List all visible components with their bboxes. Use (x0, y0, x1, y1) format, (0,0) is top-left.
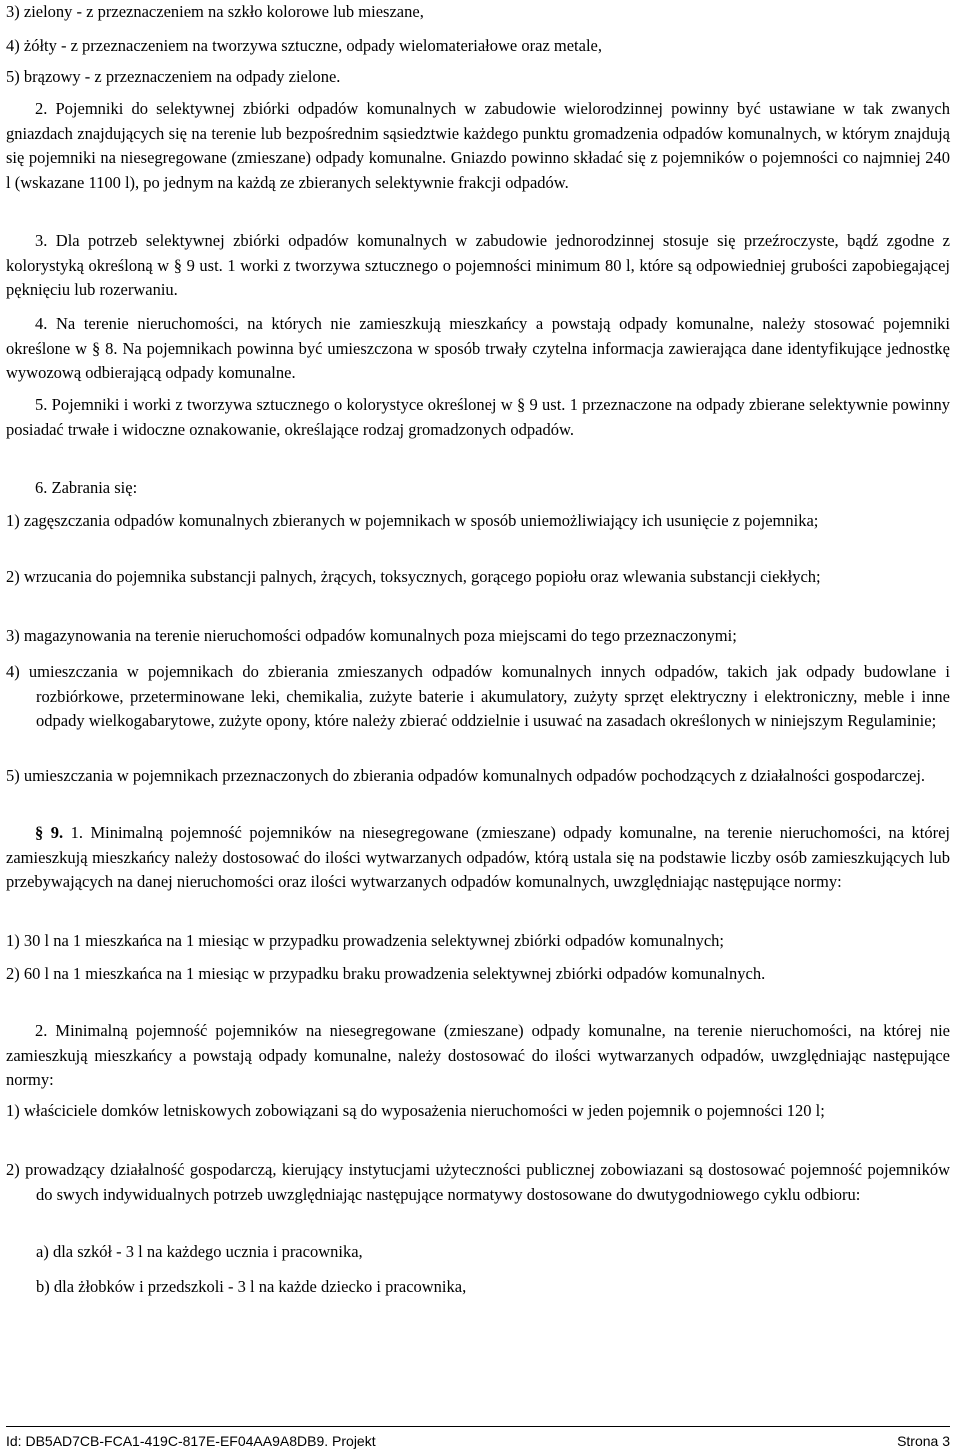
list-item: 1) właściciele domków letniskowych zobowiązani są do wyposażenia nieruchomości w jeden pojemnik o pojemności 120 l; (6, 1101, 825, 1120)
list-item: 1) zagęszczania odpadów komunalnych zbieranych w pojemnikach w sposób uniemożliwiający ich usunięcie z pojemnika; (6, 511, 819, 530)
page-number: Strona 3 (897, 1433, 950, 1449)
section-9-paragraph-2: 2. Minimalną pojemność pojemników na niesegregowane (zmieszane) odpady komunalne, na terenie nieruchomości, na której nie zamieszkują mieszkańcy a powstają odpady komunalne, należy dostosować do ilości wytwarzanych odpadów, uwzględniając następujące normy: (6, 1021, 950, 1089)
list-item: 2) wrzucania do pojemnika substancji palnych, żrących, toksycznych, gorącego popiołu oraz wlewania substancji ciekłych; (6, 567, 821, 586)
list-item: b) dla żłobków i przedszkoli - 3 l na każde dziecko i pracownika, (36, 1277, 467, 1296)
section-label: § 9. (35, 823, 64, 842)
page-footer (6, 1426, 950, 1451)
section-9-text-1: 1. Minimalną pojemność pojemników na niesegregowane (zmieszane) odpady komunalne, na terenie nieruchomości, na której zamieszkują mieszkańcy należy dostosować do ilości wytwarzanych odpadów, którą ustala się na podstawie liczby osób zamieszkujących lub przebywających na danej nieruchomości oraz ilości wytwarzanych odpadów komunalnych, uwzględniając następujące normy: (6, 823, 950, 891)
list-item: 2) prowadzący działalność gospodarczą, kierujący instytucjami użyteczności publicznej zobowiazani są dostosować pojemność pojemników do swych indywidualnych potrzeb uwzględniając następujące normatywy dostosowane do dwutygodniowego cyklu odbioru: (6, 1160, 950, 1204)
paragraph-5: 5. Pojemniki i worki z tworzywa sztucznego o kolorystyce określonej w § 9 ust. 1 przeznaczone na odpady zbierane selektywnie powinny posiadać trwałe i widoczne oznakowanie, określające rodzaj gromadzonych odpadów. (6, 395, 950, 439)
paragraph-4: 4. Na terenie nieruchomości, na których nie zamieszkują mieszkańcy a powstają odpady komunalne, należy stosować pojemniki określone w § 8. Na pojemnikach powinna być umieszczona w sposób trwały czytelna informacja zawierająca dane identyfikujące jednostkę wywozową odbierającą odpady komunalne. (6, 314, 950, 382)
list-item: 4) umieszczania w pojemnikach do zbierania zmieszanych odpadów komunalnych innych odpadów, takich jak odpady budowlane i rozbiórkowe, przeterminowane leki, chemikalia, zużyte baterie i akumulatory, zużyty sprzęt elektryczny i elektroniczny, meble i inne odpady wielkogabarytowe, zużyte opony, które należy zbierać oddzielnie i usuwać na zasadach określonych w niniejszym Regulaminie; (6, 662, 950, 730)
document-id: Id: DB5AD7CB-FCA1-419C-817E-EF04AA9A8DB9. Projekt (6, 1433, 376, 1449)
list-item: 3) magazynowania na terenie nieruchomości odpadów komunalnych poza miejscami do tego przeznaczonymi; (6, 626, 737, 645)
section-9-paragraph-1 (6, 821, 950, 895)
paragraph-6: 6. Zabrania się: (35, 478, 138, 497)
list-item: 4) żółty - z przeznaczeniem na tworzywa sztuczne, odpady wielomateriałowe oraz metale, (6, 36, 602, 55)
list-item: 1) 30 l na 1 mieszkańca na 1 miesiąc w przypadku prowadzenia selektywnej zbiórki odpadów komunalnych; (6, 931, 724, 950)
list-item: 5) umieszczania w pojemnikach przeznaczonych do zbierania odpadów komunalnych odpadów pochodzących z działalności gospodarczej. (6, 766, 926, 785)
list-item: 5) brązowy - z przeznaczeniem na odpady zielone. (6, 67, 341, 86)
paragraph-3: 3. Dla potrzeb selektywnej zbiórki odpadów komunalnych w zabudowie jednorodzinnej stosuje się przeźroczyste, bądź zgodne z kolorystyką określoną w § 9 ust. 1 worki z tworzywa sztucznego o pojemności minimum 80 l, które są odpowiedniej grubości zapobiegającej pęknięciu lub rozerwaniu. (6, 231, 950, 299)
list-item: a) dla szkół - 3 l na każdego ucznia i pracownika, (36, 1242, 363, 1261)
paragraph-2: 2. Pojemniki do selektywnej zbiórki odpadów komunalnych w zabudowie wielorodzinnej powinny być ustawiane w tak zwanych gniazdach znajdujących się na terenie lub bezpośrednim sąsiedztwie każdego punktu gromadzenia odpadów komunalnych, w którym znajdują się pojemniki na niesegregowane (zmieszane) odpady komunalne. Gniazdo powinno składać się z pojemników o pojemności co najmniej 240 l (wskazane 1100 l), po jednym na każdą ze zbieranych selektywnie frakcji odpadów. (6, 99, 950, 192)
list-item: 2) 60 l na 1 mieszkańca na 1 miesiąc w przypadku braku prowadzenia selektywnej zbiórki odpadów komunalnych. (6, 964, 766, 983)
list-item: 3) zielony - z przeznaczeniem na szkło kolorowe lub mieszane, (6, 2, 424, 21)
